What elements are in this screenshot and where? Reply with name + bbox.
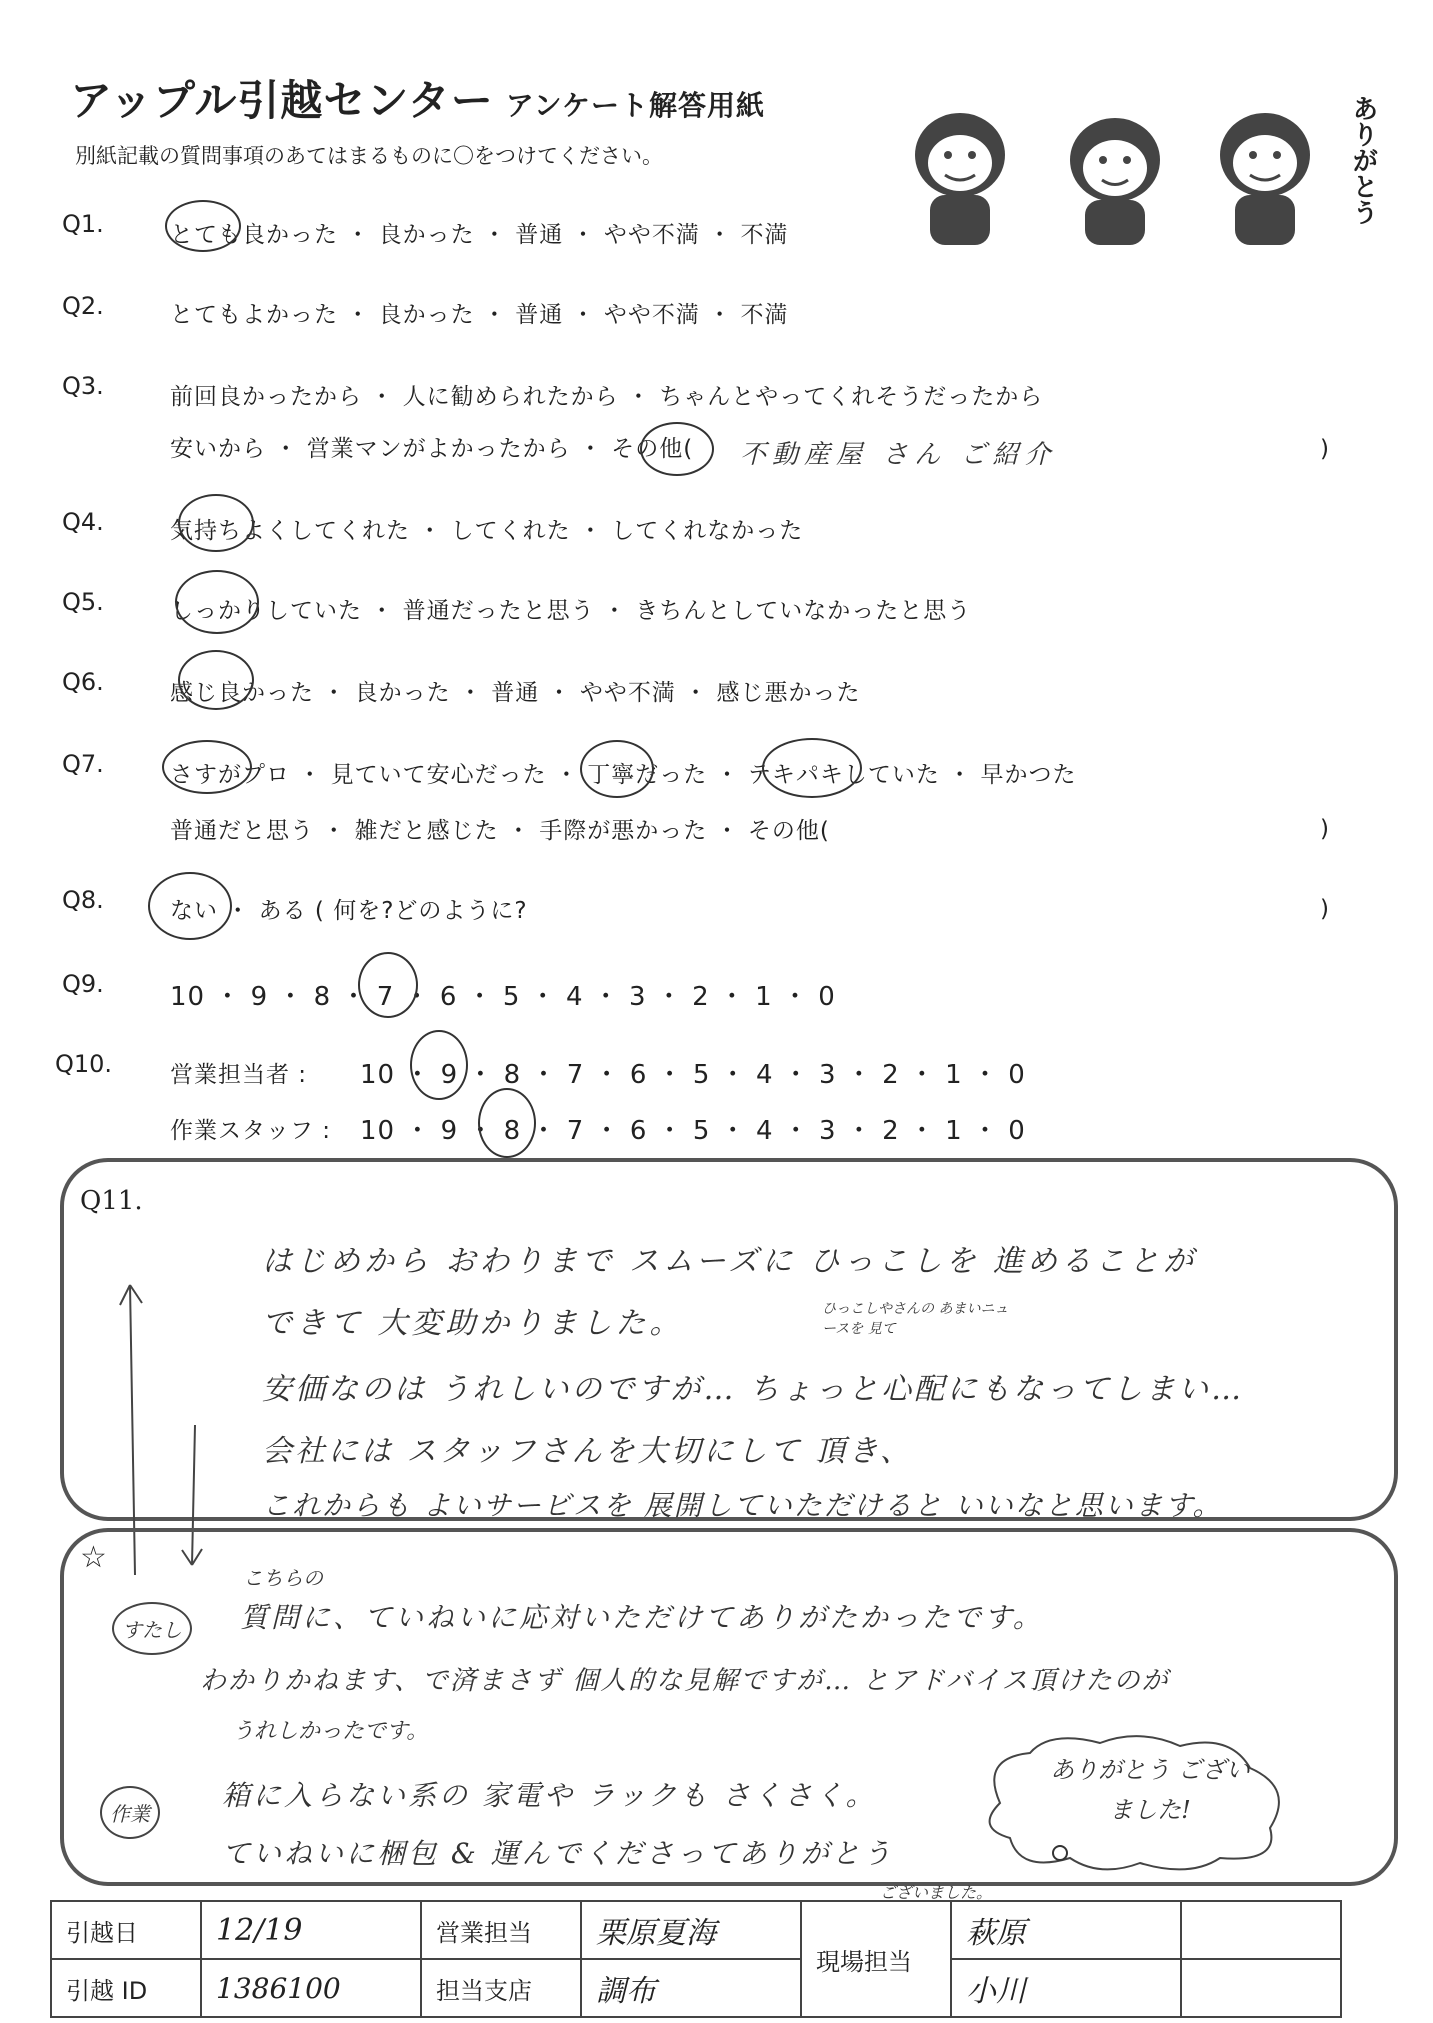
site-label: 現場担当 xyxy=(801,1901,951,2017)
branch-value: 調布 xyxy=(581,1959,801,2017)
move-id-value: 1386100 xyxy=(201,1959,421,2017)
thanks-text: ありがとう xyxy=(1348,95,1378,225)
q7-number: Q7. xyxy=(62,750,104,778)
q7-selection-circle-1 xyxy=(162,740,252,794)
site-extra-2 xyxy=(1181,1959,1341,2017)
mascot-illustration xyxy=(880,85,1360,255)
q8-selection-circle xyxy=(148,872,232,940)
q3-options-line1[interactable]: 前回良かったから ・ 人に勧められたから ・ ちゃんとやってくれそうだったから xyxy=(170,384,1044,410)
monkey-icon xyxy=(1070,118,1160,245)
q8-close-paren: ) xyxy=(1320,896,1330,922)
q7-selection-circle-3 xyxy=(762,738,862,798)
q6-number: Q6. xyxy=(62,668,104,696)
q5-options[interactable]: しっかりしていた ・ 普通だったと思う ・ きちんとしていなかったと思う xyxy=(170,598,972,624)
q5-selection-circle xyxy=(175,570,259,634)
q4-selection-circle xyxy=(178,494,254,552)
q10-sales-selection-circle xyxy=(410,1030,468,1100)
after-note: ございました。 xyxy=(880,1883,993,1902)
q4-options[interactable]: 気持ちよくしてくれた ・ してくれた ・ してくれなかった xyxy=(170,518,804,544)
q10-sales-scale[interactable]: 10 ・ 9 ・ 8 ・ 7 ・ 6 ・ 5 ・ 4 ・ 3 ・ 2 ・ 1 ・ 0 xyxy=(360,1060,1026,1090)
q1-selection-circle xyxy=(165,200,241,252)
q9-number: Q9. xyxy=(62,970,104,998)
q9-selection-circle xyxy=(358,952,418,1018)
move-date-label: 引越日 xyxy=(51,1901,201,1959)
site-extra-1 xyxy=(1181,1901,1341,1959)
q11-line-2: できて 大変助かりました。 xyxy=(262,1306,684,1341)
footer-info-table xyxy=(50,1900,1342,2018)
star-line-1: こちらの xyxy=(243,1566,323,1590)
q6-options[interactable]: 感じ良かった ・ 良かった ・ 普通 ・ やや不満 ・ 感じ悪かった xyxy=(170,680,861,706)
q10-staff-scale[interactable]: 10 ・ 9 ・ 8 ・ 7 ・ 6 ・ 5 ・ 4 ・ 3 ・ 2 ・ 1 ・ 0 xyxy=(360,1116,1026,1146)
q3-other-answer: 不動産屋 さん ご紹介 xyxy=(740,440,1057,470)
q3-options-line2[interactable]: 安いから ・ 営業マンがよかったから ・ その他( xyxy=(170,436,694,462)
star-line-6: ていねいに梱包 & 運んでくださってありがとう xyxy=(222,1837,894,1870)
company-name: アップル引越センター xyxy=(70,76,494,125)
star-icon: ☆ xyxy=(80,1540,107,1575)
q6-selection-circle xyxy=(178,650,254,710)
page-title xyxy=(70,68,765,128)
q9-scale[interactable]: 10 ・ 9 ・ 8 ・ 7 ・ 6 ・ 5 ・ 4 ・ 3 ・ 2 ・ 1 ・ 0 xyxy=(170,982,836,1012)
star-line-5: 箱に入らない系の 家電や ラックも さくさく。 xyxy=(222,1779,877,1812)
q11-margin-note: ひっこしやさんの あまいニュースを 見て xyxy=(822,1301,1009,1337)
q7-selection-circle-2 xyxy=(580,740,654,798)
branch-label: 担当支店 xyxy=(421,1959,581,2017)
star-tag-1: すたし xyxy=(112,1602,192,1655)
form-subtitle: アンケート解答用紙 xyxy=(505,89,766,122)
q11-line-3: 安価なのは うれしいのですが… ちょっと心配にもなってしまい… xyxy=(262,1372,1245,1407)
q10-number: Q10. xyxy=(55,1050,113,1078)
q8-options[interactable]: ない ・ ある ( 何を?どのように? xyxy=(170,898,528,924)
q2-number: Q2. xyxy=(62,292,104,320)
star-line-3: わかりかねます、で済まさず 個人的な見解ですが… とアドバイス頂けたのが xyxy=(200,1666,1170,1696)
q10-staff-selection-circle xyxy=(478,1088,536,1158)
instruction-text: 別紙記載の質問事項のあてはまるものに〇をつけてください。 xyxy=(75,144,663,168)
q4-number: Q4. xyxy=(62,508,104,536)
q3-number: Q3. xyxy=(62,372,104,400)
move-id-label: 引越 ID xyxy=(51,1959,201,2017)
monkey-icon xyxy=(915,113,1005,245)
q11-line-5: これからも よいサービスを 展開していただけると いいなと思います。 xyxy=(262,1489,1223,1522)
q11-line-1: はじめから おわりまで スムーズに ひっこしを 進めることが xyxy=(262,1244,1198,1279)
star-tag-2: 作業 xyxy=(100,1786,160,1839)
q11-label: Q11. xyxy=(80,1186,143,1216)
sales-label: 営業担当 xyxy=(421,1901,581,1959)
q11-line-4: 会社には スタッフさんを大切にして 頂き、 xyxy=(262,1434,913,1469)
site-value-1: 萩原 xyxy=(951,1901,1181,1959)
q2-options[interactable]: とてもよかった ・ 良かった ・ 普通 ・ やや不満 ・ 不満 xyxy=(170,302,789,328)
star-line-2: 質問に、ていねいに応対いただけてありがたかったです。 xyxy=(240,1601,1044,1634)
q3-close-paren: ) xyxy=(1320,436,1330,462)
site-value-2: 小川 xyxy=(951,1959,1181,2017)
monkey-icon xyxy=(1220,113,1310,245)
thanks-bubble-text: ありがとう ございました! xyxy=(1050,1756,1250,1824)
q5-number: Q5. xyxy=(62,588,104,616)
q1-options[interactable]: とても良かった ・ 良かった ・ 普通 ・ やや不満 ・ 不満 xyxy=(170,222,789,248)
q7-options-line2[interactable]: 普通だと思う ・ 雑だと感じた ・ 手際が悪かった ・ その他( xyxy=(170,818,830,844)
q7-options-line1[interactable]: さすがプロ ・ 見ていて安心だった ・ 丁寧だった ・ テキパキしていた ・ 早かつた xyxy=(170,762,1077,788)
q3-selection-circle xyxy=(640,422,714,476)
q10-staff-label: 作業スタッフ : xyxy=(170,1118,332,1144)
move-date-value: 12/19 xyxy=(201,1901,421,1959)
q7-close-paren: ) xyxy=(1320,816,1330,842)
q1-number: Q1. xyxy=(62,210,104,238)
q8-number: Q8. xyxy=(62,886,104,914)
star-line-4: うれしかったです。 xyxy=(232,1719,429,1744)
q10-sales-label: 営業担当者 : xyxy=(170,1062,308,1088)
sales-value: 栗原夏海 xyxy=(581,1901,801,1959)
